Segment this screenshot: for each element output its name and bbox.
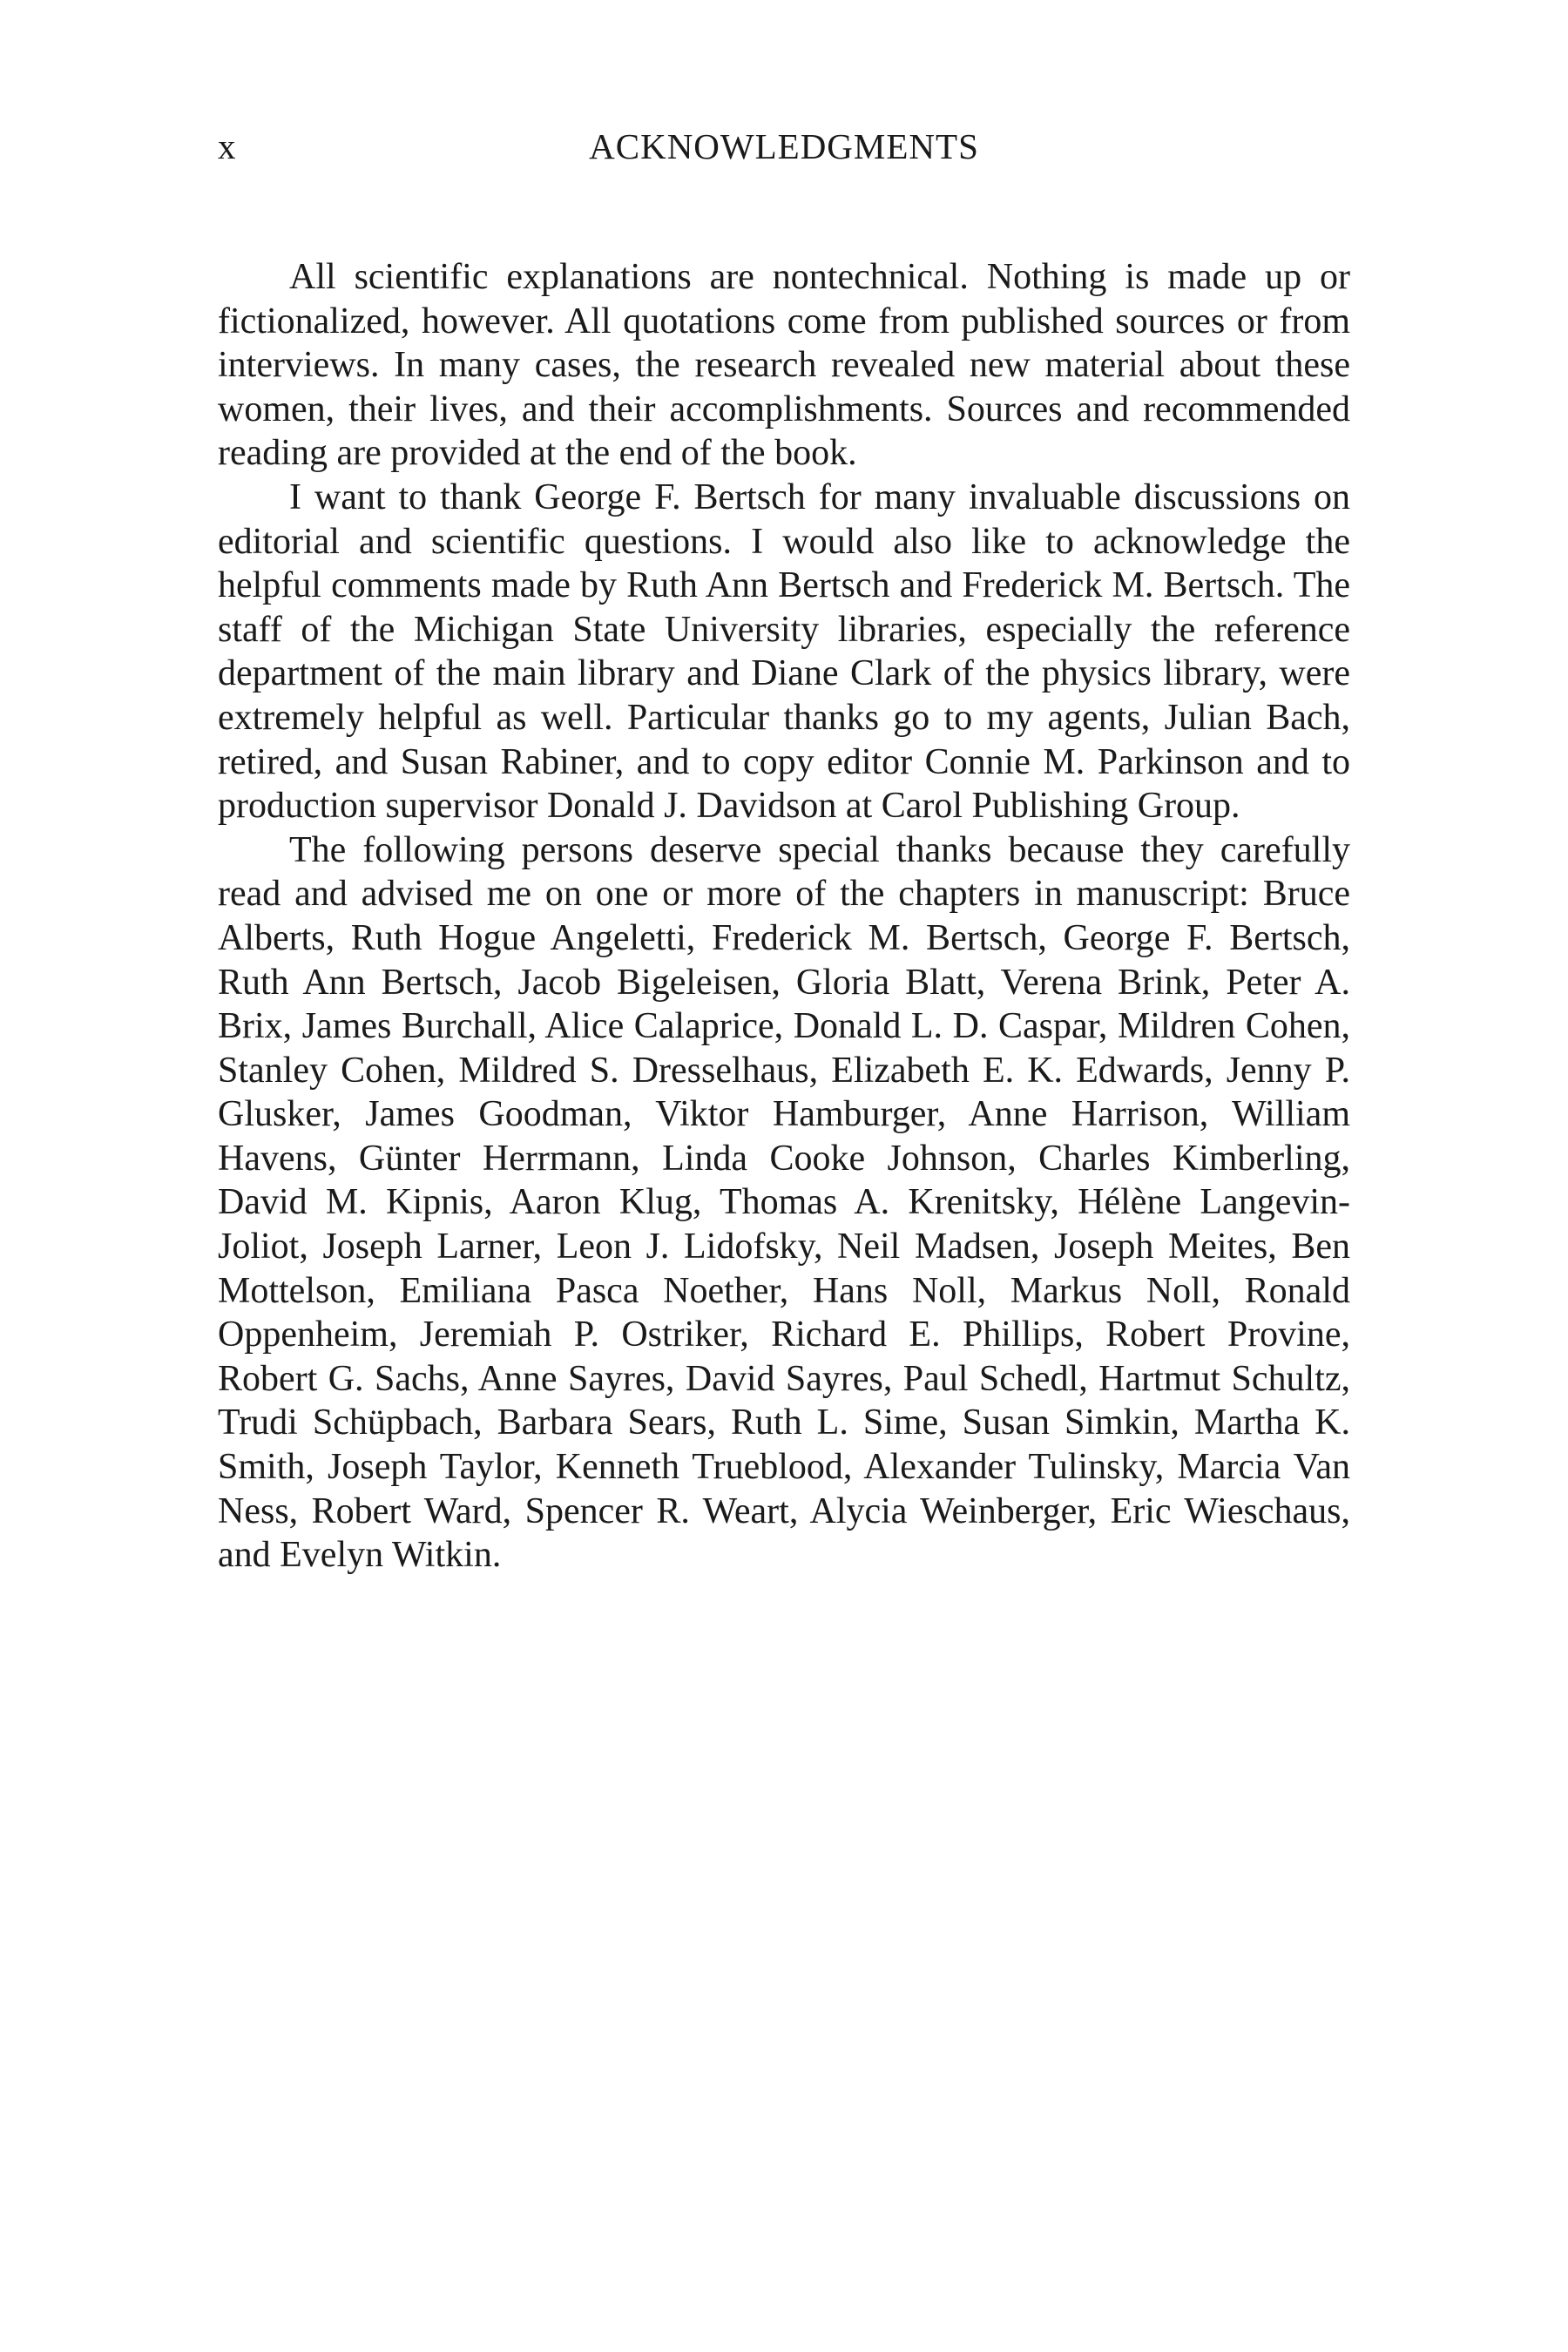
running-head bbox=[218, 120, 1350, 172]
paragraph: I want to thank George F. Bertsch for many invaluable discussions on editorial and scientific questions. I would also like to acknowledge the helpful comments made by Ruth Ann Bertsch and Frederick M. Bertsch. The staff of the Michigan State University libraries, especially the reference department of the main library and Diane Clark of the physics library, were extremely helpful as well. Particular thanks go to my agents, Julian Bach, retired, and Susan Rabiner, and to copy editor Connie M. Parkinson and to production supervisor Donald J. Davidson at Carol Publishing Group. bbox=[218, 476, 1350, 827]
paragraph: All scientific explanations are nontechnical. Nothing is made up or fictionalized, however. All quotations come from published sources or from interviews. In many cases, the research revealed new material about these women, their lives, and their accomplishments. Sources and recommended reading are provided at the end of the book. bbox=[218, 257, 1350, 474]
body-text bbox=[218, 255, 1350, 1578]
paragraph: The following persons deserve special thanks because they carefully read and advised me on one or more of the chapters in manuscript: Bruce Alberts, Ruth Hogue Angeletti, Frederick M. Bertsch, George F. Bertsch, Ruth Ann Bertsch, Jacob Bigeleisen, Gloria Blatt, Verena Brink, Peter A. Brix, James Burchall, Alice Calaprice, Donald L. D. Caspar, Mildren Cohen, Stanley Cohen, Mildred S. Dresselhaus, Elizabeth E. K. Edwards, Jenny P. Glusker, James Goodman, Viktor Hamburger, Anne Harrison, William Havens, Günter Herrmann, Linda Cooke Johnson, Charles Kimberling, David M. Kipnis, Aaron Klug, Thomas A. Krenitsky, Hélène Langevin-Joliot, Joseph Larner, Leon J. Lidofsky, Neil Madsen, Joseph Meites, Ben Mottelson, Emiliana Pasca Noether, Hans Noll, Markus Noll, Ronald Oppenheim, Jeremiah P. Ostriker, Richard E. Phillips, Robert Provine, Robert G. Sachs, Anne Sayres, David Sayres, Paul Schedl, Hartmut Schultz, Trudi Schüpbach, Barbara Sears, Ruth L. Sime, Susan Simkin, Martha K. Smith, Joseph Taylor, Kenneth Trueblood, Alexander Tulinsky, Marcia Van Ness, Robert Ward, Spencer R. Weart, Alycia Weinberger, Eric Wieschaus, and Evelyn Witkin. bbox=[218, 829, 1350, 1576]
page-number: x bbox=[218, 126, 236, 166]
chapter-title: ACKNOWLEDGMENTS bbox=[589, 126, 979, 166]
